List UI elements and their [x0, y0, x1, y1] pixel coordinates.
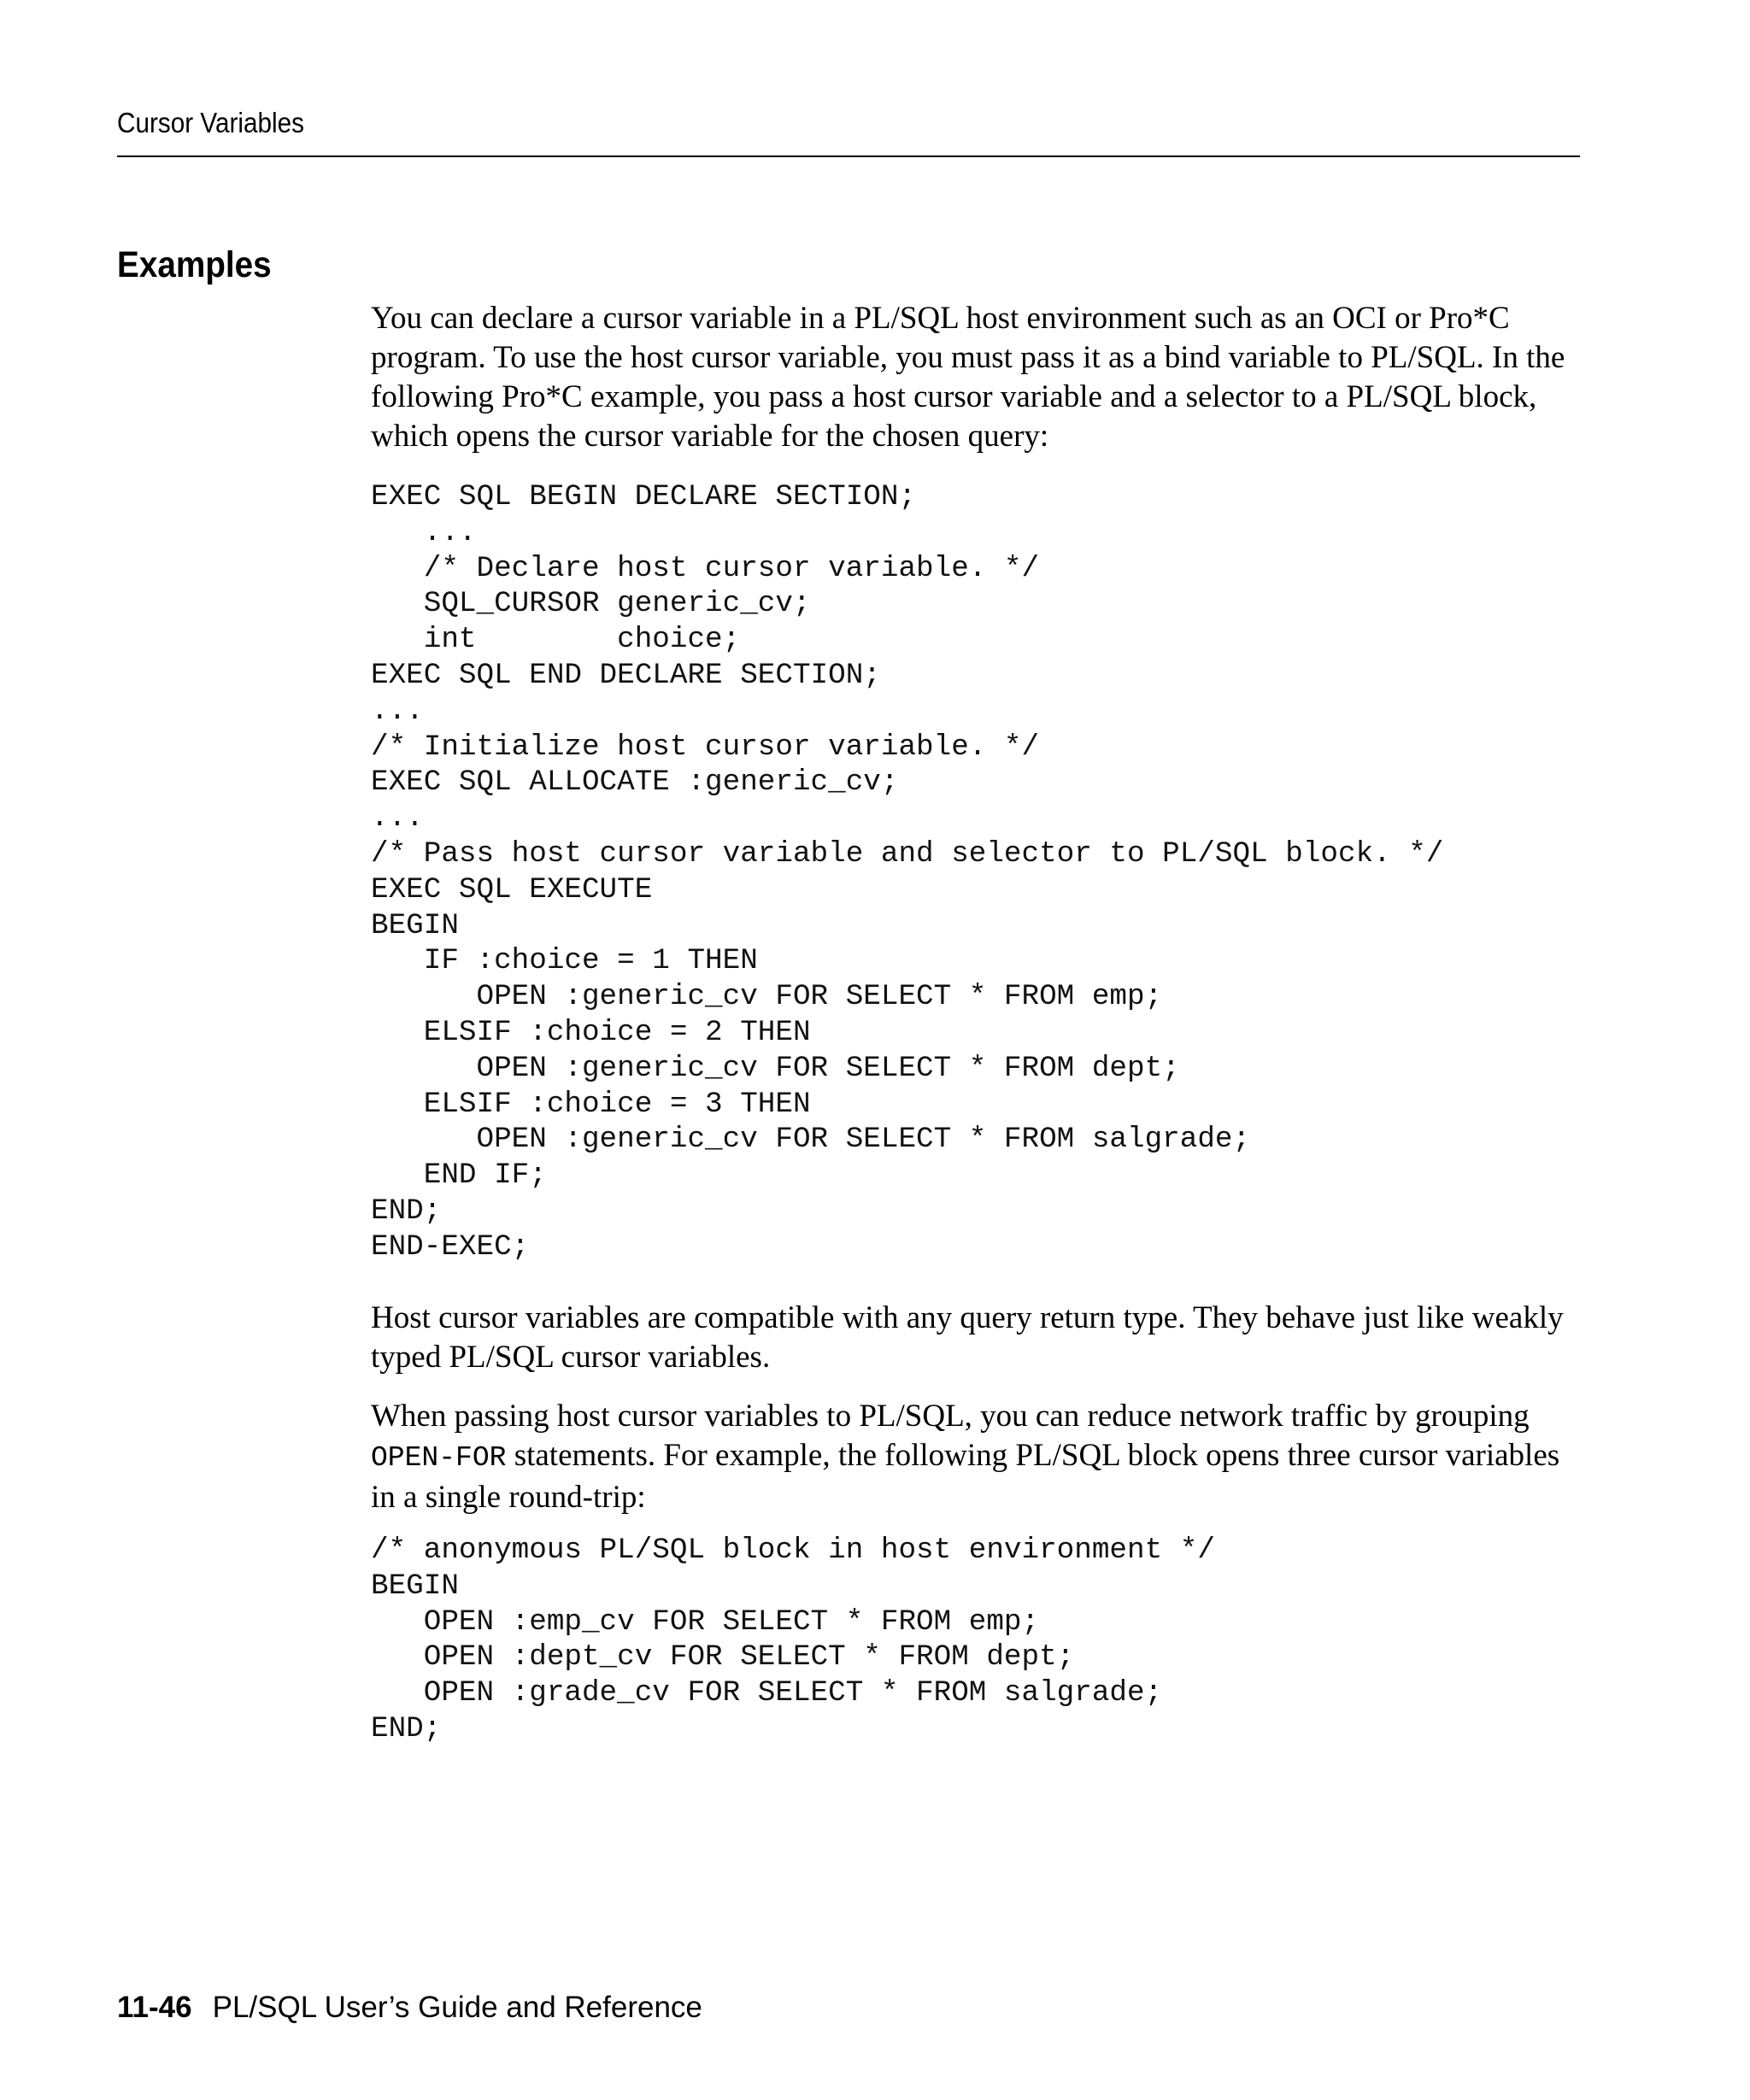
grouping-paragraph: [371, 1397, 1584, 1517]
compatibility-paragraph: Host cursor variables are compatible with any query return type. They behave just like weakly typed PL/SQL cursor variables.: [371, 1300, 1564, 1375]
open-for-inline-code: OPEN-FOR: [371, 1442, 507, 1474]
grouping-text-before: When passing host cursor variables to PL/SQL, you can reduce network traffic by grouping: [371, 1399, 1530, 1434]
plsql-block-code-example: /* anonymous PL/SQL block in host environment */ BEGIN OPEN :emp_cv FOR SELECT * FROM emp; OPEN :dept_cv FOR SELECT * FROM dept; OPEN :grade_cv FOR SELECT * FROM salgrade; END;: [371, 1534, 1215, 1745]
header-rule: [117, 155, 1580, 157]
grouping-text-after: statements. For example, the following PL/SQL block opens three cursor variables in a single round-trip:: [371, 1438, 1560, 1515]
pro-c-code-example: EXEC SQL BEGIN DECLARE SECTION; ... /* Declare host cursor variable. */ SQL_CURSOR generic_cv; int choice; EXEC SQL END DECLARE SECTION; ... /* Initialize host cursor variable. */ EXEC SQL ALLOCATE :generic_cv; ... /* Pass host cursor variable and selector to PL/SQL block. */ EXEC SQL EXECUTE BEGIN IF :choice = 1 THEN OPEN :generic_cv FOR SELECT * FROM emp; ELSIF :choice = 2 THEN OPEN :generic_cv FOR SELECT * FROM dept; ELSIF :choice = 3 THEN OPEN :generic_cv FOR SELECT * FROM salgrade; END IF; END; END-EXEC;: [371, 480, 1444, 1264]
page-number: 11-46: [117, 1991, 192, 2024]
book-title: PL/SQL User’s Guide and Reference: [212, 1991, 702, 2024]
intro-paragraph: You can declare a cursor variable in a PL/SQL host environment such as an OCI or Pro*C program. To use the host cursor variable, you must pass it as a bind variable to PL/SQL. In the following Pro*C example, you pass a host cursor variable and a selector to a PL/SQL block, which opens the cursor variable for the chosen query:: [371, 301, 1565, 454]
page-footer: [117, 1989, 702, 2027]
running-header: Cursor Variables: [117, 107, 304, 138]
section-heading: Examples: [117, 244, 272, 285]
